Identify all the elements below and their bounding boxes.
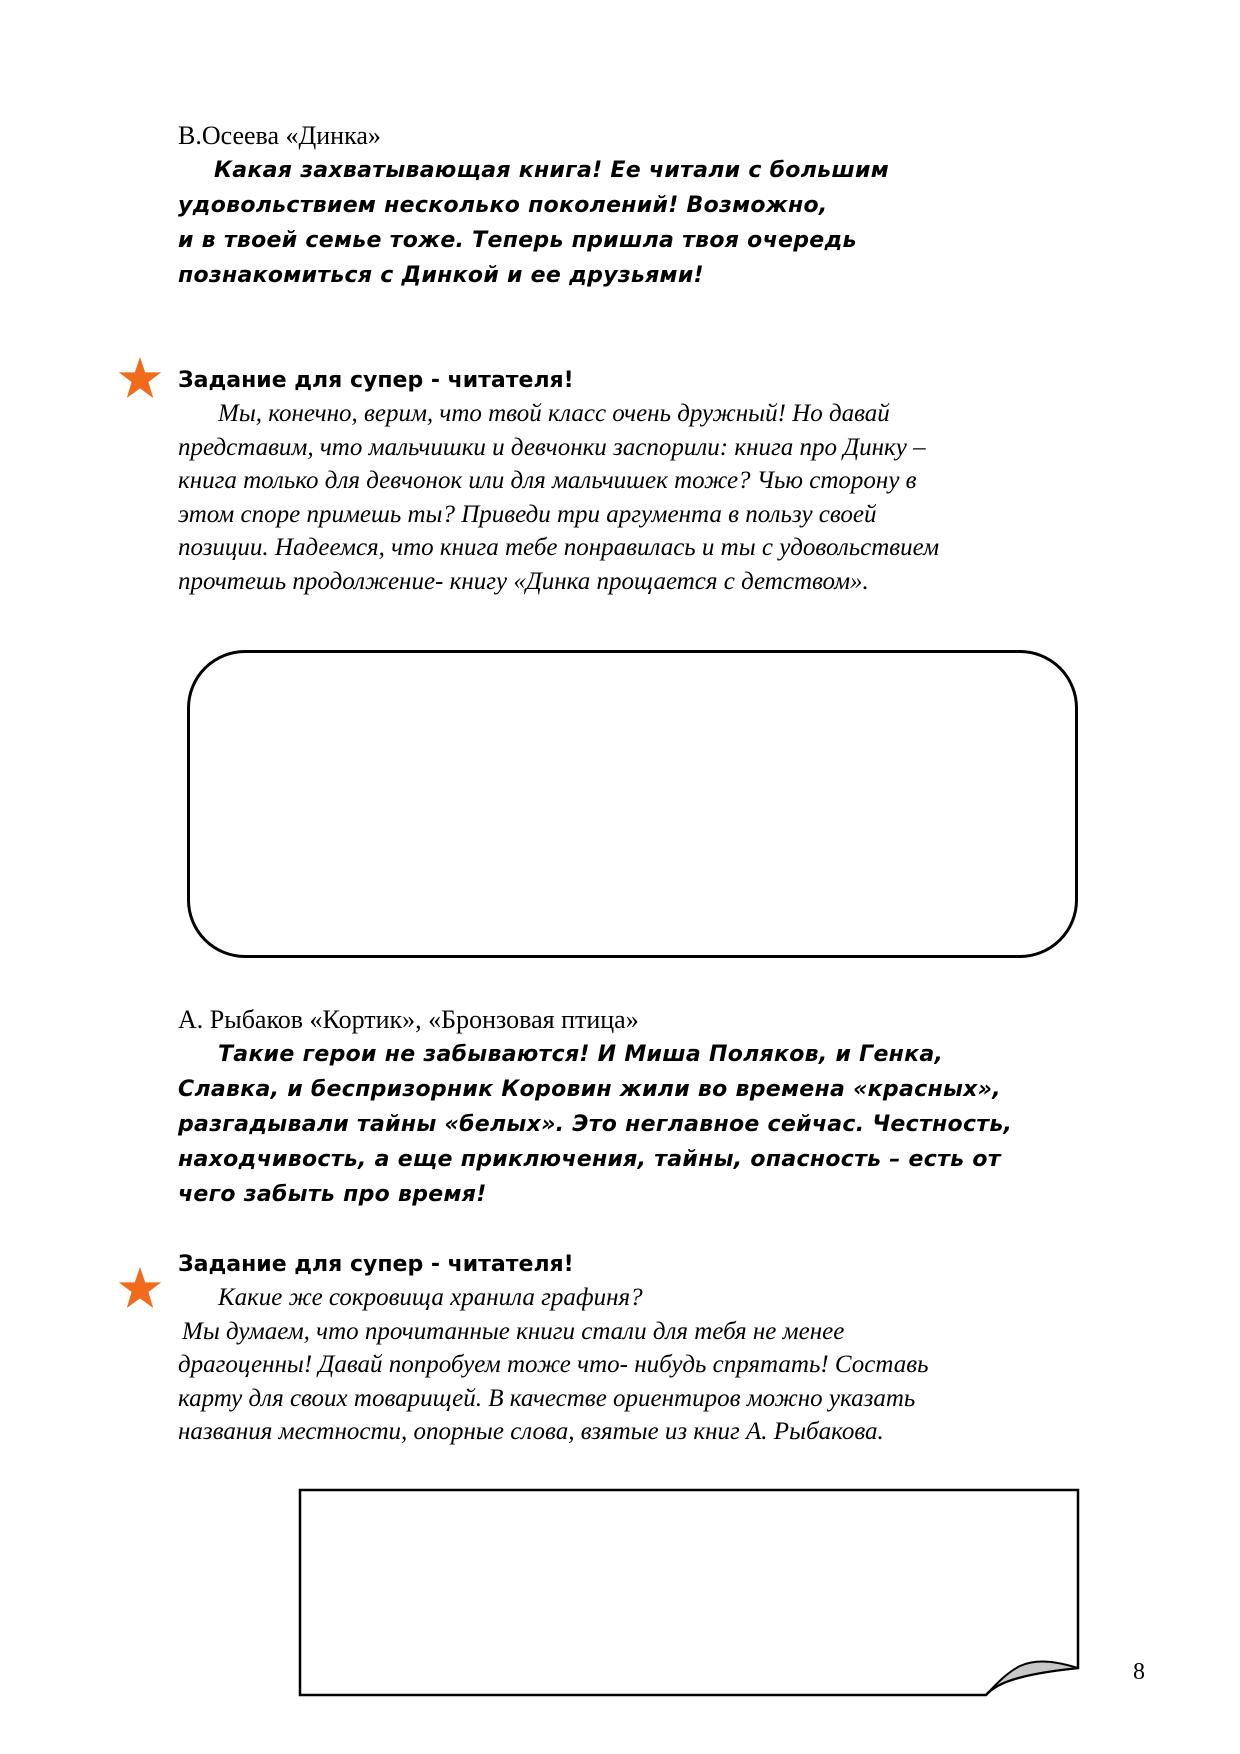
task-line: представим, что мальчишки и девчонки заспорили: книга про Динку – (178, 433, 926, 461)
task-line: драгоценны! Давай попробуем тоже что- нибудь спрятать! Составь (178, 1351, 929, 1378)
promo-line: чего забыть про время! (178, 1182, 487, 1207)
task-line: Мы думаем, что прочитанные книги стали для тебя не менее (182, 1317, 845, 1345)
task-line: книга только для девчонок или для мальчишек тоже? Чью сторону в (178, 467, 917, 494)
section-heading-dinka: В.Осеева «Динка» (178, 121, 381, 150)
task-title-1: Задание для супер - читателя! (178, 368, 574, 393)
promo-line: познакомиться с Динкой и ее друзьями! (178, 263, 704, 288)
folded-page-shape (298, 1488, 1082, 1698)
promo-text-rybakov (178, 1037, 1012, 1212)
promo-line: удовольствием несколько поколений! Возможно, (178, 193, 828, 218)
task-text-1 (178, 397, 939, 598)
task-line: прочтешь продолжение- книгу «Динка прощается с детством». (178, 567, 869, 595)
promo-line: Славка, и беспризорник Коровин жили во времена «красных», (178, 1077, 1001, 1102)
promo-line: Какая захватывающая книга! Ее читали с большим (214, 158, 889, 183)
page-number: 8 (1133, 1659, 1145, 1685)
section-heading-rybakov: А. Рыбаков «Кортик», «Бронзовая птица» (178, 1005, 639, 1034)
task-line: Мы, конечно, верим, что твой класс очень дружный! Но давай (218, 400, 890, 427)
promo-line: разгадывали тайны «белых». Это неглавное сейчас. Честность, (178, 1112, 1013, 1137)
task-line: позиции. Надеемся, что книга тебе понравилась и ты с удовольствием (178, 534, 940, 561)
promo-line: и в твоей семье тоже. Теперь пришла твоя очередь (178, 228, 857, 253)
task-line: карту для своих товарищей. В качестве ориентиров можно указать (178, 1384, 916, 1412)
promo-line: находчивость, а еще приключения, тайны, опасность – есть от (178, 1147, 1001, 1172)
promo-text-dinka (178, 153, 889, 293)
task-title-2: Задание для супер - читателя! (178, 1252, 574, 1277)
answer-box-folded[interactable] (298, 1488, 1082, 1703)
answer-box-rounded[interactable] (187, 650, 1078, 958)
task-line: названия местности, опорные слова, взятые из книг А. Рыбакова. (178, 1418, 884, 1445)
promo-line: Такие герои не забываются! И Миша Поляков, и Генка, (218, 1042, 944, 1067)
star-icon (118, 1267, 162, 1309)
star-icon (118, 357, 162, 399)
task-line: Какие же сокровища хранила графиня? (218, 1284, 643, 1311)
task-text-2 (178, 1281, 928, 1449)
task-line: этом споре примешь ты? Приведи три аргумента в пользу своей (178, 500, 877, 528)
